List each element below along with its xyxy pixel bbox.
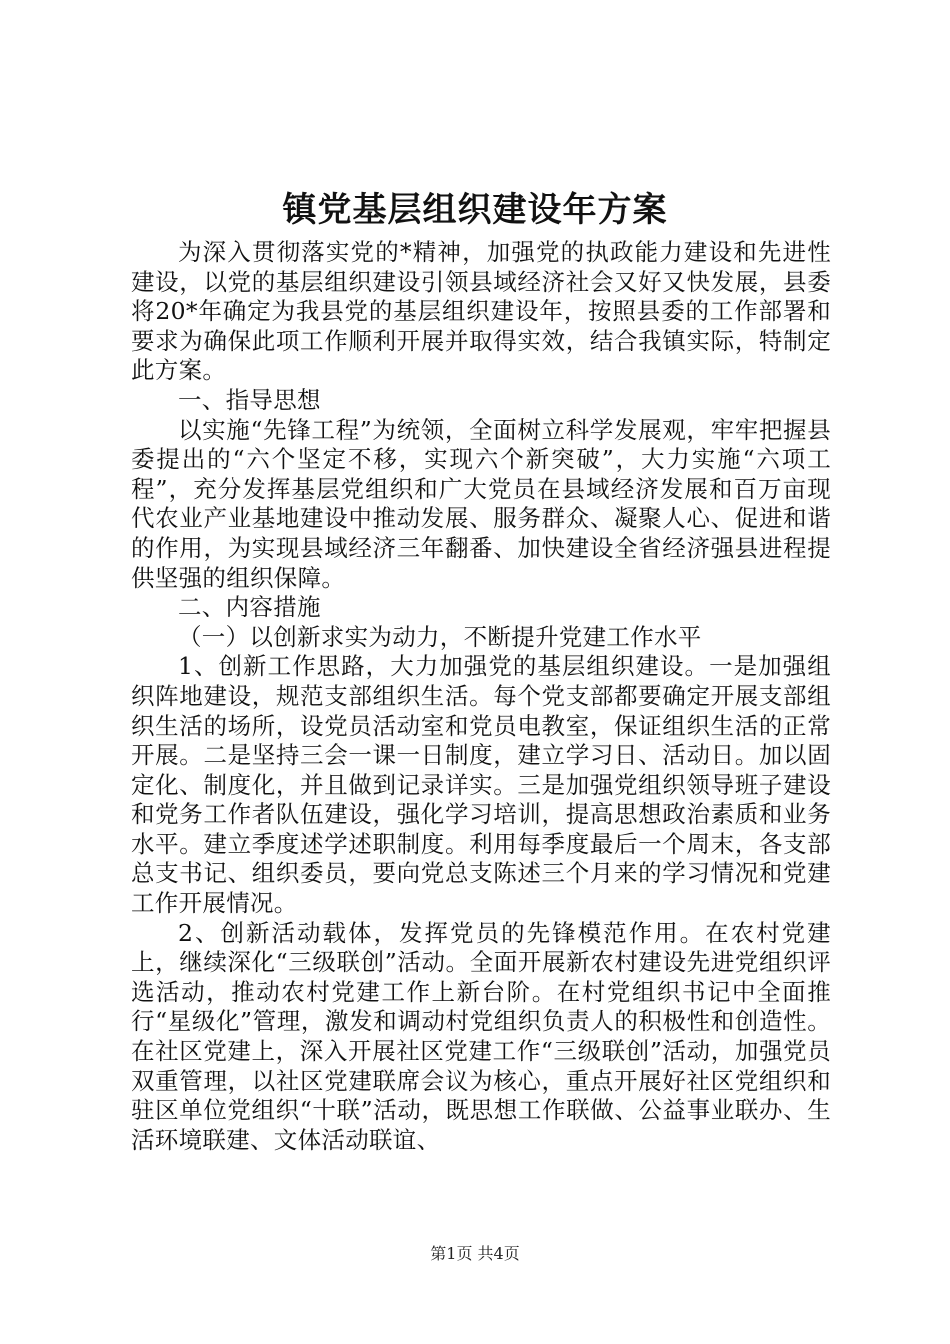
- document-title: 镇党基层组织建设年方案: [282, 190, 668, 230]
- measure-paragraph-1: 1、创新工作思路，大力加强党的基层组织建设。一是加强组织阵地建设，规范支部组织生活。每个党支部都要确定开展支部组织生活的场所，设党员活动室和党员电教室，保证组织生活的正常开展。二是坚持三会一课一日制度，建立学习日、活动日。加以固定化、制度化，并且做到记录详实。三是加强党组织领导班子建设和党务工作者队伍建设，强化学习培训，提高思想政治素质和业务水平。建立季度述学述职制度。利用每季度最后一个周末，各支部总支书记、组织委员，要向党总支陈述三个月来的学习情况和党建工作开展情况。: [131, 652, 831, 918]
- guiding-thought-paragraph: 以实施“先锋工程”为统领，全面树立科学发展观，牢牢把握县委提出的“六个坚定不移，实现六个新突破”，大力实施“六项工程”，充分发挥基层党组织和广大党员在县域经济发展和百万亩现代农业产业基地建设中推动发展、服务群众、凝聚人心、促进和谐的作用，为实现县域经济三年翻番、加快建设全省经济强县进程提供坚强的组织保障。: [131, 415, 831, 592]
- page-number-footer: 第1页 共4页: [430, 1244, 520, 1263]
- measure-paragraph-2: 2、创新活动载体，发挥党员的先锋模范作用。在农村党建上，继续深化“三级联创”活动。全面开展新农村建设先进党组织评选活动，推动农村党建工作上新台阶。在村党组织书记中全面推行“星级化”管理，激发和调动村党组织负责人的积极性和创造性。在社区党建上，深入开展社区党建工作“三级联创”活动，加强党员双重管理，以社区党建联席会议为核心，重点开展好社区党组织和驻区单位党组织“十联”活动，既思想工作联做、公益事业联办、生活环境联建、文体活动联谊、: [131, 918, 831, 1154]
- document-body: [131, 238, 831, 1155]
- section-heading-guiding-thought: 一、指导思想: [178, 385, 321, 414]
- intro-paragraph: 为深入贯彻落实党的*精神，加强党的执政能力建设和先进性建设，以党的基层组织建设引领县域经济社会又好又快发展，县委将20*年确定为我县党的基层组织建设年，按照县委的工作部署和要求为确保此项工作顺利开展并取得实效，结合我镇实际，特制定此方案。: [131, 238, 831, 385]
- subsection-heading-innovation: （一）以创新求实为动力，不断提升党建工作水平: [178, 622, 702, 651]
- section-heading-measures: 二、内容措施: [178, 593, 321, 622]
